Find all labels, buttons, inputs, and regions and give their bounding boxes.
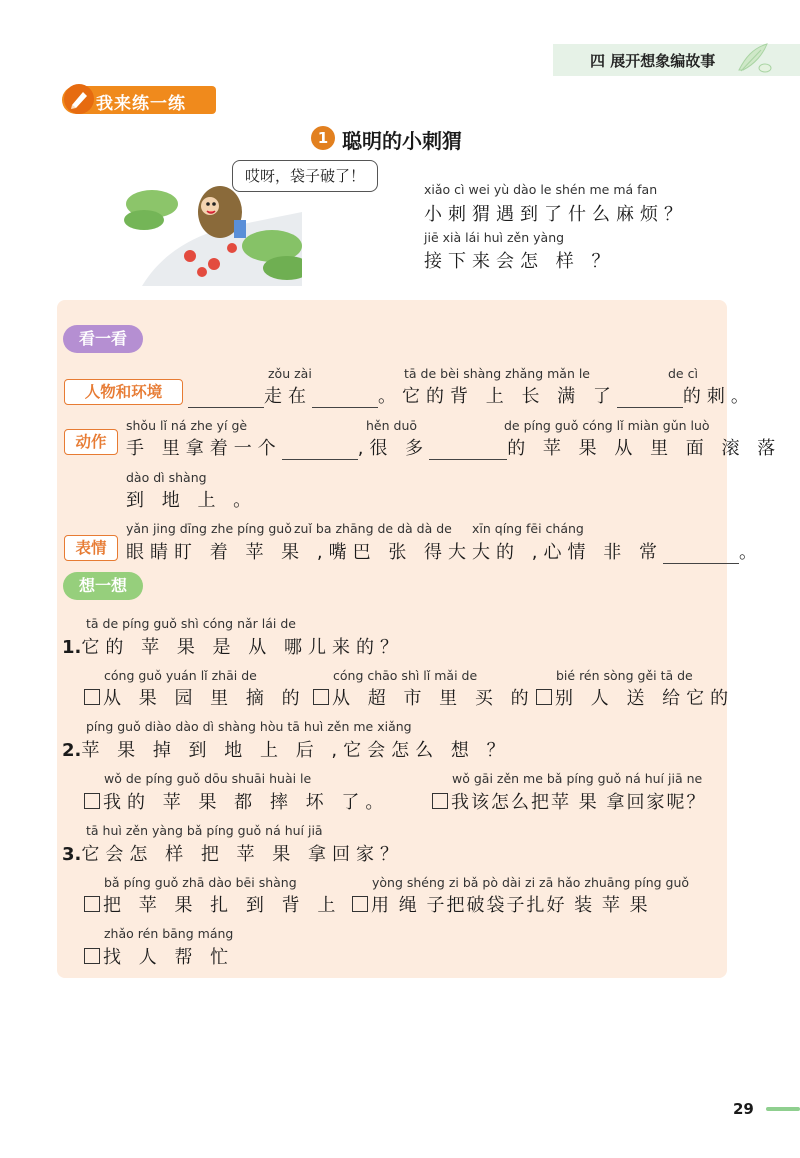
footer-accent-line bbox=[766, 1107, 800, 1111]
q3-opt3-pinyin: zhǎo rén bāng máng bbox=[104, 926, 234, 941]
item3-pinyin-c: xīn qíng fēi cháng bbox=[472, 521, 584, 536]
label-character-environment: 人物和环境 bbox=[64, 379, 183, 405]
speech-bubble: 哎呀，袋子破了！ bbox=[232, 160, 378, 192]
q3-text: 它会怎 样 把 苹 果 拿回家？ bbox=[81, 844, 404, 865]
q2-opt2-pinyin: wǒ gāi zěn me bǎ píng guǒ ná huí jiā ne bbox=[452, 771, 703, 786]
item2-text-d: 到 地 上 。 bbox=[126, 490, 258, 511]
q2-option-2[interactable] bbox=[432, 788, 706, 814]
item2-text-a: 手 里拿着一个 bbox=[126, 438, 282, 459]
q1-option-1[interactable] bbox=[84, 684, 306, 710]
item2-pinyin-c: de píng guǒ cóng lǐ miàn gǔn luò bbox=[504, 418, 710, 433]
q2-pinyin: píng guǒ diào dào dì shàng hòu tā huì zěn me xiǎng bbox=[86, 719, 412, 734]
blank-input[interactable] bbox=[617, 389, 683, 408]
story-title: 聪明的小刺猬 bbox=[342, 129, 462, 153]
item3-line bbox=[126, 538, 763, 564]
item2-pinyin-a: shǒu lǐ ná zhe yí gè bbox=[126, 418, 248, 433]
q1-number: 1. bbox=[62, 637, 82, 658]
q1-opt2-text: 从 超 市 里 买 的 bbox=[332, 688, 535, 709]
item1-line bbox=[188, 382, 755, 408]
page-number: 29 bbox=[733, 1100, 754, 1118]
q1-option-3[interactable] bbox=[536, 684, 734, 710]
checkbox[interactable] bbox=[84, 793, 100, 809]
item3-text-b: 嘴巴 张 得大大的 , bbox=[328, 542, 544, 563]
blank-input[interactable] bbox=[312, 389, 378, 408]
blank-input[interactable] bbox=[429, 441, 507, 460]
q2-opt1-pinyin: wǒ de píng guǒ dōu shuāi huài le bbox=[104, 771, 312, 786]
q3-opt1-pinyin: bǎ píng guǒ zhā dào bēi shàng bbox=[104, 875, 297, 890]
checkbox[interactable] bbox=[313, 689, 329, 705]
item3-pinyin-b: zuǐ ba zhāng de dà dà de bbox=[294, 521, 452, 536]
q1-option-2[interactable] bbox=[313, 684, 535, 710]
q1-opt2-pinyin: cóng chāo shì lǐ mǎi de bbox=[333, 668, 478, 683]
blank-input[interactable] bbox=[663, 545, 739, 564]
q2-opt2-text: 我该怎么把苹 果 拿回家呢？ bbox=[451, 792, 707, 813]
item2-line bbox=[126, 434, 781, 460]
q1-line bbox=[62, 633, 404, 659]
intro-q1-text: 小刺猬遇到了什么麻烦？ bbox=[424, 204, 688, 225]
q3-opt1-text: 把 苹 果 扎 到 背 上 bbox=[103, 895, 342, 916]
q3-option-3[interactable] bbox=[84, 943, 234, 969]
q3-number: 3. bbox=[62, 844, 82, 865]
q3-line bbox=[62, 840, 404, 866]
q3-option-1[interactable] bbox=[84, 891, 341, 917]
intro-q2-pinyin: jiē xià lái huì zěn yàng bbox=[424, 230, 565, 245]
item2-pinyin-b: hěn duō bbox=[366, 418, 418, 433]
item3-text-a: 眼睛盯 着 苹 果 , bbox=[126, 542, 329, 563]
item1-pinyin-c: de cì bbox=[668, 366, 698, 381]
q2-opt1-text: 我的 苹 果 都 摔 坏 了。 bbox=[103, 792, 390, 813]
item1-text-a: 走在 bbox=[264, 386, 312, 407]
story-number: 1 bbox=[311, 126, 335, 150]
q3-pinyin: tā huì zěn yàng bǎ píng guǒ ná huí jiā bbox=[86, 823, 323, 838]
q1-text: 它的 苹 果 是 从 哪儿来的？ bbox=[81, 637, 404, 658]
q3-option-2[interactable] bbox=[352, 891, 650, 917]
checkbox[interactable] bbox=[84, 896, 100, 912]
checkbox[interactable] bbox=[432, 793, 448, 809]
section-badge-label: 我来练一练 bbox=[96, 94, 186, 114]
label-action: 动作 bbox=[64, 429, 118, 455]
item1-text-c: 的刺。 bbox=[682, 386, 755, 407]
feather-pen-icon bbox=[735, 40, 775, 76]
intro-q1-pinyin: xiǎo cì wei yù dào le shén me má fan bbox=[424, 182, 658, 197]
q2-option-1[interactable] bbox=[84, 788, 389, 814]
item1-pinyin-b: tā de bèi shàng zhǎng mǎn le bbox=[404, 366, 590, 381]
checkbox[interactable] bbox=[84, 948, 100, 964]
blank-input[interactable] bbox=[188, 389, 264, 408]
blank-input[interactable] bbox=[282, 441, 358, 460]
item2-text-b: ,很 多 bbox=[357, 438, 430, 459]
item3-text-end: 。 bbox=[738, 542, 763, 563]
item2-text-c: 的 苹 果 从 里 面 滚 落 bbox=[507, 438, 782, 459]
q1-opt1-text: 从 果 园 里 摘 的 bbox=[103, 688, 306, 709]
item1-pinyin-a: zǒu zài bbox=[268, 366, 312, 381]
q1-opt3-pinyin: bié rén sòng gěi tā de bbox=[556, 668, 693, 683]
checkbox[interactable] bbox=[84, 689, 100, 705]
item3-text-c: 心情 非 常 bbox=[543, 542, 663, 563]
q2-number: 2. bbox=[62, 740, 82, 761]
intro-q2-text: 接下来会怎 样 ？ bbox=[424, 251, 616, 272]
item2-pinyin-d: dào dì shàng bbox=[126, 470, 207, 485]
q3-opt2-text: 用 绳 子把破袋子扎好 装 苹 果 bbox=[371, 895, 650, 916]
think-heading: 想一想 bbox=[63, 572, 143, 600]
pencil-icon bbox=[64, 84, 94, 114]
q3-opt2-pinyin: yòng shéng zi bǎ pò dài zi zā hǎo zhuāng píng guǒ bbox=[372, 875, 690, 890]
q1-opt1-pinyin: cóng guǒ yuán lǐ zhāi de bbox=[104, 668, 257, 683]
q3-opt3-text: 找 人 帮 忙 bbox=[103, 947, 235, 968]
q2-text: 苹 果 掉 到 地 上 后 ,它会怎么 想 ？ bbox=[81, 740, 511, 761]
look-heading: 看一看 bbox=[63, 325, 143, 353]
label-expression: 表情 bbox=[64, 535, 118, 561]
item1-text-b: 。它的背 上 长 满 了 bbox=[378, 386, 617, 407]
q1-pinyin: tā de píng guǒ shì cóng nǎr lái de bbox=[86, 616, 296, 631]
item3-pinyin-a: yǎn jing dīng zhe píng guǒ bbox=[126, 521, 292, 536]
checkbox[interactable] bbox=[352, 896, 368, 912]
checkbox[interactable] bbox=[536, 689, 552, 705]
chapter-title: 四 展开想象编故事 bbox=[590, 52, 716, 70]
q2-line bbox=[62, 736, 511, 762]
q1-opt3-text: 别 人 送 给它的 bbox=[555, 688, 735, 709]
